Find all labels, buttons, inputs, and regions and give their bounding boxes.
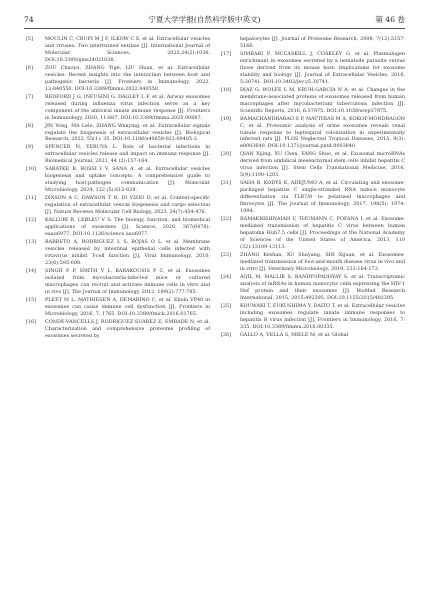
reference-number: [26] [221, 331, 232, 338]
reference-text: ZOU Chaoyu, ZHANG Yige, LIU Huan, et al. Extracellular vesicles: Recent insights into the interaction between host and pathogenic bacteria [J]. Frontiers in Immunology, 2022, 13:840550. DOI:10.3389/fimmu.2022.840550. [45, 64, 210, 92]
header-rule [24, 28, 405, 29]
reference-item [26, 239, 210, 267]
reference-text: MOULIN C, CRUPI M J F, ILKOW C S, et al. Extracellular vesicles and viruses: Two intertwined entities [J]. International Journal of Molecular Sciences, 2023,24(2):1036. DOI:10.3390/ijms24021036. [45, 36, 210, 63]
reference-column-right [221, 36, 405, 340]
reference-item [26, 268, 210, 296]
reference-text: GALLO A, VELLA S, MIELE M, et al. Global [240, 331, 349, 338]
reference-item [221, 332, 405, 339]
reference-continuation: hepatocytes [J]. Journal of Proteome Research, 2008, 7(12):5157-5166. [240, 36, 405, 49]
reference-number: [12] [26, 217, 37, 224]
reference-item [26, 319, 210, 340]
reference-number: [6] [26, 64, 33, 71]
reference-column-left [26, 36, 210, 341]
reference-item [26, 144, 210, 165]
reference-item [26, 217, 210, 238]
reference-text: AQIL M, MALLIK S, BANDYOPADHYAY S, et al. Transcriptomic analysis of mRNAs in human monocytic cells expressing the HIV-1 Nef protein and their exosomes [J]. BioMed Research International, 2015, 2015:492395. DOI:10.1155/2015/492395. [240, 273, 405, 301]
reference-text: CONDE-VANCELLS J, RODRIGUEZ-SUAREZ E, EMBADE N, et al. Characterization and comprehensive proteome profiling of exosomes secreted by [45, 318, 210, 339]
reference-text: JIN Yong, MA Lele, ZHANG Wanying, et al. Extracellular signals regulate the biogenesis of extracellular vesicles [J]. Biological Research, 2022, 55(1): 35. DOI:10.1186/s40659-022-00405-2. [45, 122, 210, 143]
reference-item [221, 274, 405, 302]
reference-text: SABATKE B, ROSSI I V, SANA A, et al. Extracellular vesicles biogenesis and uptake concepts: A comprehensive guide to studying host-pathogen communication [J]. Molecular Microbiology, 2024, 122 (5):613-629. [45, 166, 210, 194]
reference-text: RAMACHANDRARAO S P, MATTHIAS M A, KOKOY-MONDRAGON C, et al. Proteomic analysis of urine exosomes reveals renal tubule response to leptospiral colonization in experimentally infected rats [J]. PLOS Neglected Tropical Diseases, 2015, 9(3): e0003640. DOI:10.1371/journal.pntd.0003640. [240, 115, 405, 150]
reference-item [26, 36, 210, 64]
reference-text: DIAZ G, WOLFE L M, KRUH-GARCIA N A, et al. Changes in the membrane-associated proteins of exosomes released from human macrophages after mycobacterium tuberculosis infection [J]. Scientific Reports, 2016, 6:37975. DOI:10.1038/srep37975. [240, 86, 405, 114]
reference-text: BARRETO A, RODRIGUEZ L S, ROJAS O L, et al. Membrane vesicles released by intestinal epithelial cells infected with rotavirus inhibit T-cell function [J]. Viral Immunology, 2010, 23(6):595-608. [45, 239, 210, 266]
reference-item [221, 252, 405, 273]
reference-item [26, 123, 210, 144]
reference-number: [25] [221, 302, 232, 309]
reference-text: KOUWAKI T, FUKUSHIMA Y, DAITO T, et al. Extracellular vesicles including exosomes regulate innate immune responses to hepatitis B virus infection [J]. Frontiers in Immunology, 2016, 7: 335. DOI:10.3389/fimmu.2016.00335. [240, 302, 405, 330]
reference-text: SPENCER N, YERUVA L. Role of bacterial infections in extracellular vesicles release and impact on immune response [J]. Biomedical Journal, 2021, 44 (2):157-164. [45, 144, 210, 165]
reference-number: [10] [26, 166, 37, 173]
reference-text: SAHA B, KODYS K, ADEJUMO A, et al. Circulating and exosome-packaged hepatitis C single-stranded RNA induce monocyte differentiation via TLR7/8 to polarized macrophages and fibrocytes [J]. The Journal of Immunology, 2017, 198(5): 1974-1984. [240, 180, 405, 215]
page-number: 74 [24, 14, 34, 24]
reference-item [26, 297, 210, 318]
reference-text: SIMBARI F, MCCASKILL J, COAKLEY G, et al. Plasmalogen enrichment in exosomes secreted by a nematode parasite versus those derived from its mouse host: Implications for exosome stability and biology [J]. Journal of Extracellular Vesicles, 2016, 5:30741. DOI:10.3402/jev.v5.30741. [240, 50, 405, 85]
reference-number: [19] [221, 115, 232, 122]
reference-text: RAMAKRISHNAIAH V, THUMANN C, FOFANA I, et al. Exosome-mediated transmission of hepatitis C virus between human hepatoma Huh7.5 cells [J]. Proceedings of the National Academy of Sciences of the United States of America, 2013, 110 (32):13109-13113. [240, 216, 405, 250]
reference-number: [23] [221, 251, 232, 258]
reference-item [221, 216, 405, 251]
journal-title: 宁夏大学学报(自然科学版中英文) [148, 14, 261, 24]
reference-number: [14] [26, 267, 37, 274]
reference-number: [13] [26, 239, 37, 246]
reference-item [221, 303, 405, 331]
reference-number: [11] [26, 195, 37, 202]
reference-item [26, 65, 210, 93]
reference-item [221, 116, 405, 151]
reference-number: [9] [26, 144, 33, 151]
reference-item [221, 51, 405, 86]
reference-number: [20] [221, 151, 232, 158]
reference-number: [15] [26, 296, 37, 303]
running-head [24, 12, 405, 26]
reference-text: PLEET M L, MATHIESEN A, DEMARINO C, et al. Ebola VP40 in exosomes can cause immune cell dysfunction [J]. Frontiers in Microbiology, 2016, 7: 1765. DOI:10.3389/fmicb.2016.01765. [45, 296, 210, 317]
reference-number: [22] [221, 216, 232, 223]
reference-text: BEDFORD J G, INFUSINI G, DAGLEY L F, et al. Airway exosomes released during influenza virus infection serve as a key component of the antiviral innate immune response [J]. Frontiers in Immunology, 2020, 11:887. DOI:10.3389/fimmu.2020.00887. [45, 93, 210, 121]
reference-number: [8] [26, 122, 33, 129]
reference-item [221, 151, 405, 179]
reference-number: [17] [221, 50, 232, 57]
reference-number: [16] [26, 318, 37, 325]
reference-text: QIAN Xijing, XU Chen, FANG Shuo, et al. Exosomal microRNAs derived from umbilical mesenchymal stem cells inhibit hepatitis C virus infection [J]. Stem Cells Translational Medicine, 2016, 5(9):1190-1203. [240, 151, 405, 179]
reference-number: [5] [26, 36, 33, 42]
reference-text: ZHANG Keshan, XU Shuyang, SHI Xijuan, et al. Exosomes-mediated transmission of foot-and-mouth disease virus in vivo and in vitro [J]. Veterinary Microbiology, 2019, 233:164-173. [240, 251, 405, 272]
reference-number: [18] [221, 86, 232, 93]
reference-item [26, 94, 210, 122]
reference-item [221, 180, 405, 215]
reference-item [221, 87, 405, 115]
reference-number: [7] [26, 93, 33, 100]
reference-text: DIXSON A C, DAWSON T R, DI VIZIO D, et al. Context-specific regulation of extracellular vesicle biogenesis and cargo selection [J]. Nature Reviews Molecular Cell Biology, 2023, 24(7):454-476. [45, 195, 210, 216]
reference-item [26, 195, 210, 216]
reference-item [26, 166, 210, 194]
reference-text: SINGH P P, SMITH V L, KARAKOUSIS P C, et al. Exosomes isolated from mycobacteria-infected mice or cultured macrophages can recruit and activate immune cells in vitro and in vivo [J]. The Journal of Immunology, 2012, 189(2):777-785. [45, 267, 210, 295]
volume-label: 第 46 卷 [375, 14, 405, 24]
reference-number: [24] [221, 273, 232, 280]
reference-number: [21] [221, 180, 232, 187]
reference-text: KALLURI R, LEBLEU V S. The biology, function, and biomedical applications of exosomes [J]. Science, 2020, 367(6478): eaau6977. DOI:10.1126/science.aau6977. [45, 217, 210, 238]
